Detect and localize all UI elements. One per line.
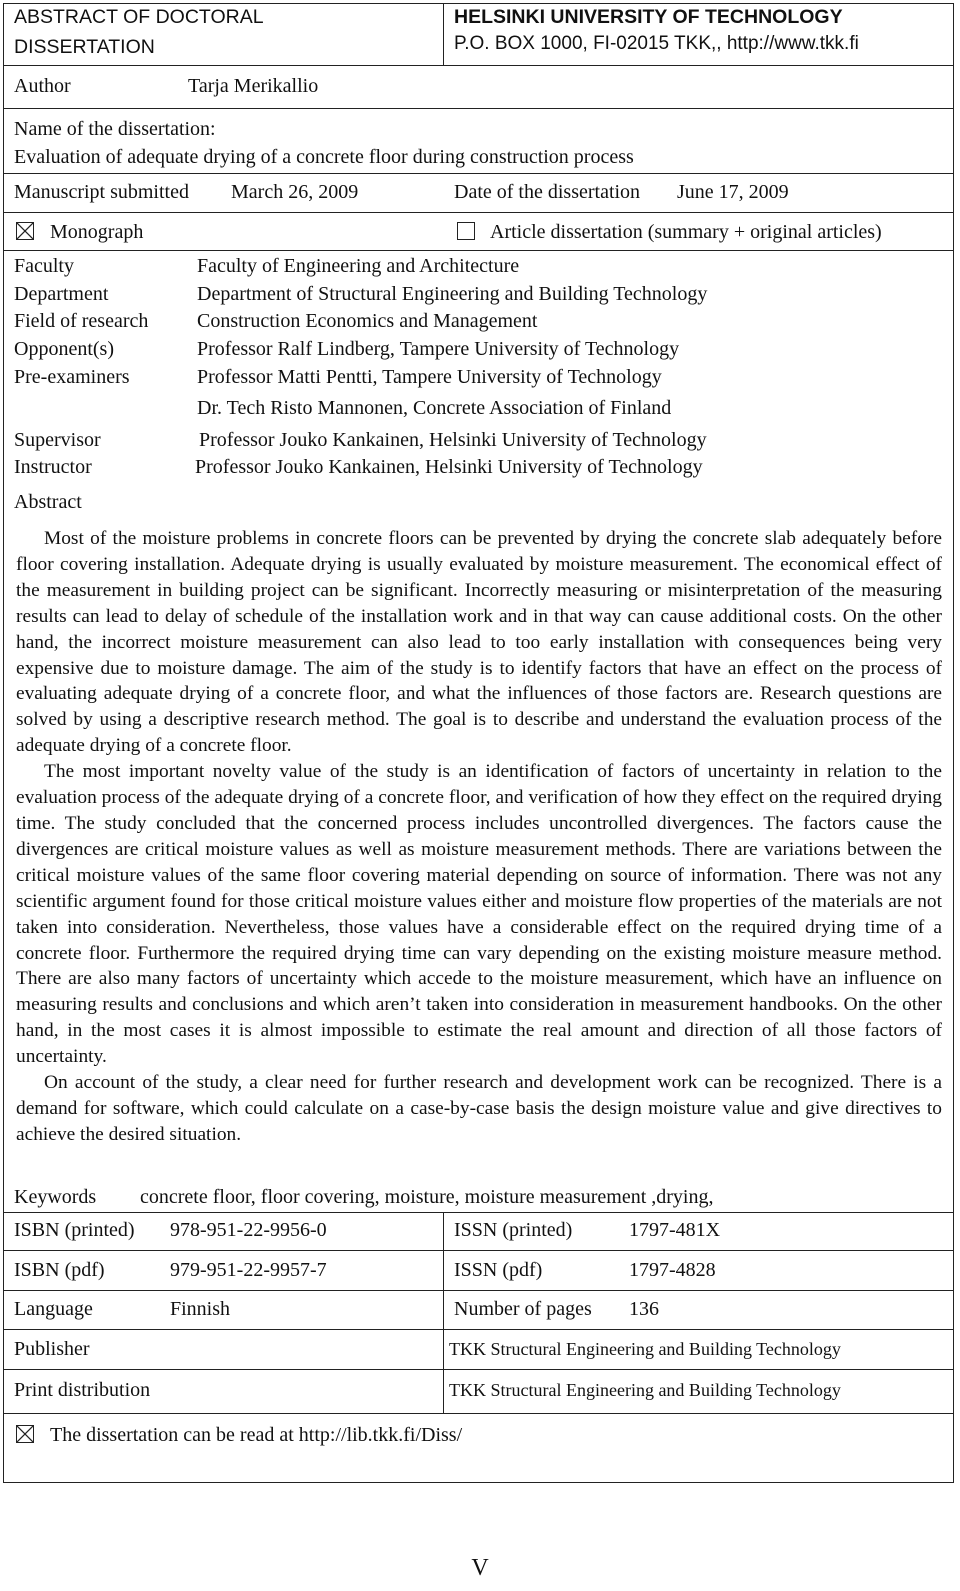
rule-details [3,250,954,251]
publication-divider [443,1212,444,1413]
abstract-body [16,526,942,1148]
checked-cross-icon [17,1426,33,1442]
abstract-paragraph-2: The most important novelty value of the study is an identification of factors of uncertainty in relation to the evaluation process of the adequate drying of a concrete floor, and verification of how they effect on the required drying time. The study concluded that the concerned process includes uncontrolled divergences. The factors cause the divergences are critical moisture values as well as moisture measurement methods. There are variations between the critical moisture values of the same floor covering material depending on source of information. There was not any scientific argument found for those critical moisture values either and moisture flow properties of the materials are not taken into consideration. Nevertheless, those values have a considerable effect on the required drying time of a concrete floor. Furthermore the required drying time can vary depending on the existing moisture measure method. There are also many factors of uncertainty which accede to the moisture measurement, which have an influence on measuring results and conclusions and which aren’t taken into consideration in measurement handbooks. On the other hand, in the most cases it is almost impossible to estimate the real amount and direction of all those factors of uncertainty. [16,761,942,1068]
pre-examiner-1: Professor Matti Pentti, Tampere University of Technology [197,366,662,388]
abstract-title: ABSTRACT OF DOCTORAL [14,6,264,28]
rule-language [3,1329,954,1330]
opponent-value: Professor Ralf Lindberg, Tampere University of Technology [197,338,680,360]
pre-examiner-2: Dr. Tech Risto Mannonen, Concrete Association of Finland [197,397,672,419]
article-dissertation-checkbox[interactable] [457,222,475,240]
author-label: Author [14,75,71,97]
number-of-pages-label: Number of pages [454,1298,592,1320]
isbn-printed-label: ISBN (printed) [14,1219,135,1241]
instructor-label: Instructor [14,456,92,478]
dissertation-name-value: Evaluation of adequate drying of a concrete floor during construction process [14,146,634,168]
article-dissertation-label: Article dissertation (summary + original articles) [490,221,882,243]
supervisor-label: Supervisor [14,429,101,451]
print-distribution-label: Print distribution [14,1379,151,1401]
publisher-value: TKK Structural Engineering and Building Technology [449,1339,841,1359]
isbn-pdf-value: 979-951-22-9957-7 [170,1259,327,1281]
rule-type [3,212,954,213]
keywords-label: Keywords [14,1186,97,1208]
rule-header [3,65,954,66]
isbn-pdf-label: ISBN (pdf) [14,1259,105,1281]
rule-isbn-pdf [3,1290,954,1291]
opponent-label: Opponent(s) [14,338,114,360]
issn-printed-value: 1797-481X [629,1219,721,1241]
rule-author [3,108,954,109]
abstract-paragraph-3: On account of the study, a clear need for further research and development work can be recognized. There is a demand for software, which could calculate on a case-by-case basis the design moisture value and give directives to achieve the desired situation. [16,1072,942,1145]
dissertation-name-label: Name of the dissertation: [14,118,216,140]
abstract-label: Abstract [14,491,82,513]
rule-print [3,1413,954,1414]
department-label: Department [14,283,109,305]
isbn-printed-value: 978-951-22-9956-0 [170,1219,327,1241]
pre-examiners-label: Pre-examiners [14,366,130,388]
university-address: P.O. BOX 1000, FI-02015 TKK,, http://www.tkk.fi [454,33,859,54]
faculty-label: Faculty [14,255,74,277]
rule-dates [3,173,954,174]
faculty-value: Faculty of Engineering and Architecture [197,255,520,277]
print-distribution-value: TKK Structural Engineering and Building Technology [449,1380,841,1400]
publisher-label: Publisher [14,1338,90,1360]
issn-pdf-label: ISSN (pdf) [454,1259,543,1281]
department-value: Department of Structural Engineering and Building Technology [197,283,708,305]
language-value: Finnish [170,1298,231,1320]
university-name: HELSINKI UNIVERSITY OF TECHNOLOGY [454,6,843,28]
abstract-paragraph-1: Most of the moisture problems in concrete floors can be prevented by drying the concrete slab adequately before floor covering installation. Adequate drying is usually evaluated by moisture measurement. The economical effect of the measurement in building project can be significant. Incorrectly measuring or misinterpretation of the measuring results can lead to delay of schedule of the installation work and in that way can cause additional costs. On the other hand, the incorrect moisture measurement can also lead to too early installation with consequences being very expensive due to moisture damage. The aim of the study is to identify factors that have an effect on the process of evaluating adequate drying of a concrete floor, and what the influences of those factors are. Research questions are solved by using a descriptive research method. The goal is to describe and understand the evaluation process of the adequate drying of a concrete floor. [16,528,942,757]
author-value: Tarja Merikallio [188,75,319,97]
online-availability-checkbox[interactable] [16,1425,34,1443]
field-of-research-value: Construction Economics and Management [197,310,538,332]
rule-keywords [3,1212,954,1213]
supervisor-value: Professor Jouko Kankainen, Helsinki University of Technology [199,429,707,451]
dissertation-date-value: June 17, 2009 [677,181,789,203]
monograph-label: Monograph [50,221,144,243]
number-of-pages-value: 136 [629,1298,659,1320]
issn-printed-label: ISSN (printed) [454,1219,573,1241]
issn-pdf-value: 1797-4828 [629,1259,716,1281]
header-divider [443,3,444,65]
instructor-value: Professor Jouko Kankainen, Helsinki University of Technology [195,456,703,478]
abstract-title-line2: DISSERTATION [14,36,155,58]
monograph-checkbox[interactable] [16,222,34,240]
manuscript-submitted-label: Manuscript submitted [14,181,189,203]
language-label: Language [14,1298,93,1320]
checked-cross-icon [17,223,33,239]
dissertation-date-label: Date of the dissertation [454,181,641,203]
manuscript-submitted-value: March 26, 2009 [231,181,359,203]
rule-isbn-printed [3,1250,954,1251]
keywords-value: concrete floor, floor covering, moisture, moisture measurement ,drying, [140,1186,714,1208]
rule-publisher [3,1369,954,1370]
field-of-research-label: Field of research [14,310,149,332]
online-availability-label: The dissertation can be read at http://lib.tkk.fi/Diss/ [50,1424,463,1446]
page-number: V [471,1555,489,1581]
